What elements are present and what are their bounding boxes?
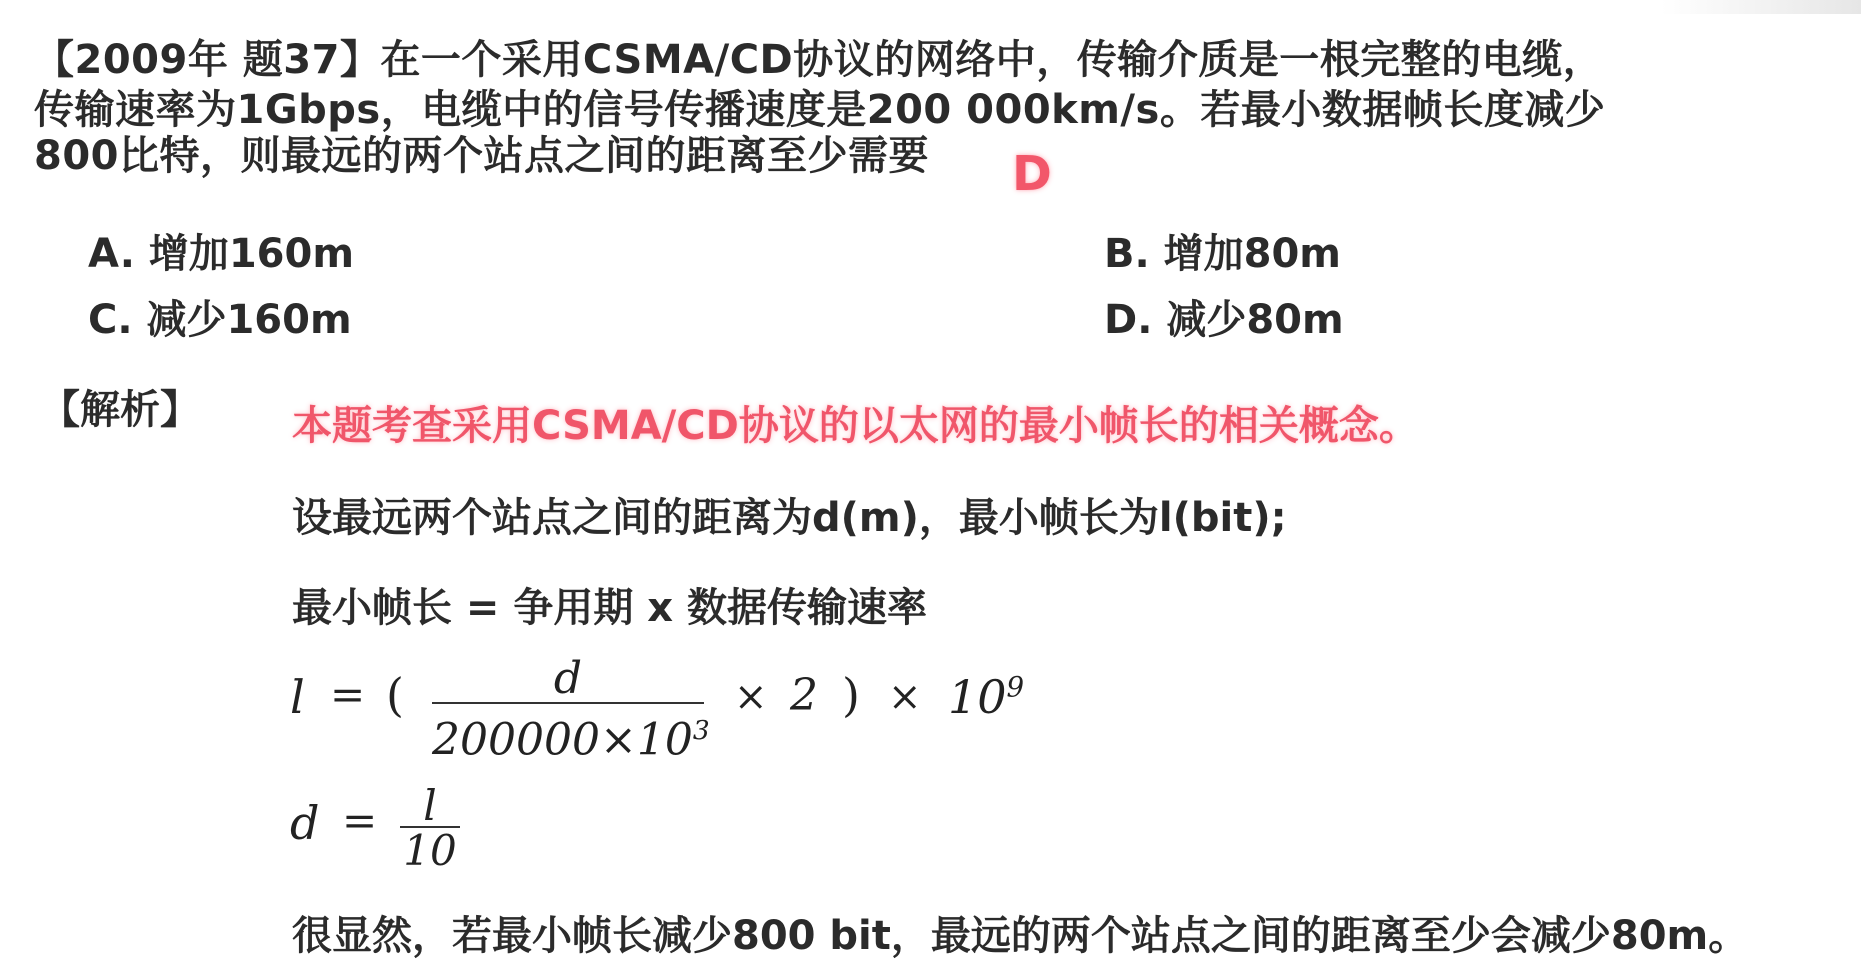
question-line-1: 【2009年 题37】在一个采用CSMA/CD协议的网络中，传输介质是一根完整的电缆， [34,37,1604,83]
formula1-two: 2 [790,670,818,721]
analysis-highlight: 本题考查采用CSMA/CD协议的以太网的最小帧长的相关概念。 [292,403,1419,449]
top-right-shadow [1661,0,1861,14]
question-line-3: 800比特，则最远的两个站点之间的距离至少需要 [34,133,929,179]
formula2-fraction [400,781,460,875]
formula2-denominator: 10 [403,826,457,875]
formula1-power [948,670,1024,724]
formula1-denominator [432,704,710,768]
formula1-open-paren: ( [386,668,404,722]
formula1-den-base: 200000×10 [432,714,693,766]
formula1-fraction [432,653,710,768]
question-line-2: 传输速率为1Gbps，电缆中的信号传播速度是200 000km/s。若最小数据帧长度减少 [34,87,1606,133]
formula1-pow-base: 10 [948,670,1007,724]
analysis-step-1: 设最远两个站点之间的距离为d(m)，最小帧长为l(bit); [292,495,1287,541]
formula2-eq: = [342,796,378,845]
formula1-numerator: d [553,653,583,704]
analysis-step-2: 最小帧长 = 争用期 x 数据传输速率 [292,585,928,631]
formula2-numerator: l [423,781,437,830]
analysis-label: 【解析】 [40,387,200,433]
answer-mark: D [1012,146,1052,202]
formula1-lhs: l [290,670,305,724]
analysis-conclusion: 很显然，若最小帧长减少800 bit，最远的两个站点之间的距离至少会减少80m。 [292,913,1749,959]
formula1-den-exp: 3 [692,715,710,746]
option-a: A. 增加160m [88,231,354,277]
formula1-eq: = [330,670,366,719]
formula1-close-paren: ) [842,668,860,722]
option-b: B. 增加80m [1104,231,1341,277]
formula1-times-1: × [734,674,768,720]
option-d: D. 减少80m [1104,297,1344,343]
formula1-pow-exp: 9 [1006,670,1025,704]
formula1-times-2: × [888,674,922,720]
option-c: C. 减少160m [88,297,352,343]
formula2-lhs: d [290,796,320,850]
